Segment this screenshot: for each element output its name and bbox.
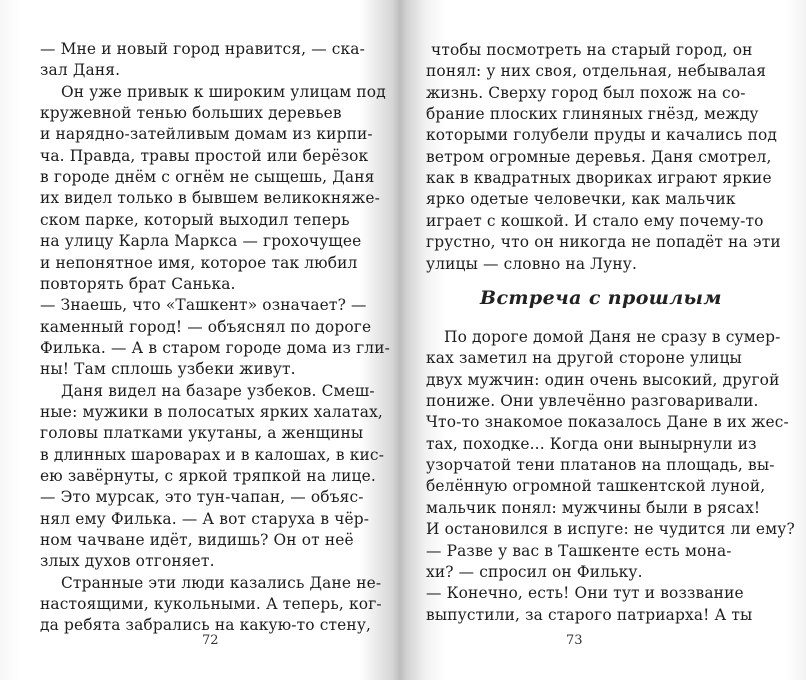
- text-line: Даня видел на базаре узбеков. Смеш-: [61, 381, 375, 400]
- text-line: да ребята забрались на какую-то стену,: [40, 616, 372, 635]
- text-line: чтобы посмотреть на старый город, он: [431, 41, 753, 59]
- text-line: их видел только в бывшем великокняже-: [40, 189, 381, 208]
- text-line: — Разве у вас в Ташкенте есть мона-: [426, 541, 732, 560]
- right-page-number: 73: [566, 633, 583, 648]
- text-line: Что-то знакомое показалось Дане в их жес-: [426, 413, 789, 432]
- text-line: двух мужчин: один очень высокий, другой: [426, 370, 780, 389]
- text-line: ском парке, который выходил теперь: [40, 210, 350, 229]
- text-line: повторять брат Санька.: [40, 274, 236, 293]
- text-line: улицы — словно на Луну.: [426, 254, 638, 273]
- text-line: — Мне и новый город нравится, — ска-: [40, 40, 365, 58]
- text-line: и непонятное имя, которое так любил: [40, 253, 358, 272]
- text-line: выпустили, за старого патриарха! А ты: [426, 605, 753, 624]
- text-line: и нарядно-затейливым домам из кирпи-: [40, 125, 373, 144]
- text-line: настоящими, кукольными. А теперь, ког-: [40, 595, 382, 614]
- left-page: [0, 0, 400, 680]
- text-line: ные: мужики в полосатых ярких халатах,: [40, 402, 383, 421]
- text-line: узорчатой тени платанов на площадь, вы-: [426, 456, 775, 475]
- text-line: которыми голубели пруды и качались под: [426, 126, 778, 145]
- text-line: ны! Там сплошь узбеки живут.: [40, 360, 296, 379]
- left-page-number: 72: [202, 633, 219, 648]
- right-page: [400, 0, 806, 680]
- text-line: — Конечно, есть! Они тут и воззвание: [426, 584, 744, 603]
- text-line: ча. Правда, травы простой или берёзок: [40, 146, 369, 165]
- text-line: играет с кошкой. И стало ему почему-то: [426, 211, 764, 230]
- text-line: нял ему Филька. — А вот старуха в чёр-: [40, 509, 370, 528]
- text-line: злых духов отгоняет.: [40, 552, 215, 571]
- text-line: жизнь. Сверху город был похож на со-: [426, 83, 746, 102]
- text-line: понял: у них своя, отдельная, небывалая: [426, 62, 767, 81]
- text-line: Он уже привык к широким улицам под: [61, 82, 386, 101]
- text-line: кружевной тенью больших деревьев: [40, 104, 342, 123]
- text-line: грустно, что он никогда не попадёт на эти: [426, 233, 781, 252]
- text-line: тах, походке... Когда они вынырнули из: [426, 434, 757, 453]
- text-line: Странные эти люди казались Дане не-: [61, 573, 382, 592]
- text-line: каменный город! — объяснял по дороге: [40, 317, 372, 336]
- text-line: — Знаешь, что «Ташкент» означает? —: [40, 296, 367, 315]
- text-line: ярко одетые человечки, как мальчик: [426, 190, 736, 209]
- text-line: ном чачване идёт, видишь? Он от неё: [40, 531, 354, 550]
- text-line: мальчик понял: мужчины были в рясах!: [426, 498, 761, 517]
- text-line: белённую огромной ташкентской луной,: [426, 477, 766, 496]
- text-line: в длинных шароварах и в калошах, в кис-: [40, 445, 385, 464]
- text-line: И остановился в испуге: не чудится ли ему?: [426, 520, 795, 539]
- text-line: как в квадратных двориках играют яркие: [426, 169, 772, 188]
- text-line: По дороге домой Даня не сразу в сумер-: [444, 328, 781, 346]
- text-line: на улицу Карла Маркса — грохочущее: [40, 232, 362, 251]
- text-line: в городе днём с огнём не сыщешь, Даня: [40, 168, 375, 187]
- text-line: хи? — спросил он Фильку.: [426, 562, 643, 581]
- text-line: Филька. — А в старом городе дома из гли-: [40, 338, 390, 357]
- text-line: — Это мурсак, это тун-чапан, — объяс-: [40, 488, 364, 507]
- text-line: ветром огромные деревья. Даня смотрел,: [426, 147, 772, 166]
- text-line: ею завёрнуты, с яркой тряпкой на лице.: [40, 467, 376, 485]
- text-line: ках заметил на другой стороне улицы: [426, 349, 742, 368]
- text-line: брание плоских глиняных гнёзд, между: [426, 105, 759, 124]
- text-line: пониже. Они увлечённо разговаривали.: [426, 392, 759, 411]
- section-heading: Встреча с прошлым: [480, 287, 722, 309]
- text-line: зал Даня.: [40, 61, 121, 80]
- text-line: головы платками укутаны, а женщины: [40, 424, 364, 443]
